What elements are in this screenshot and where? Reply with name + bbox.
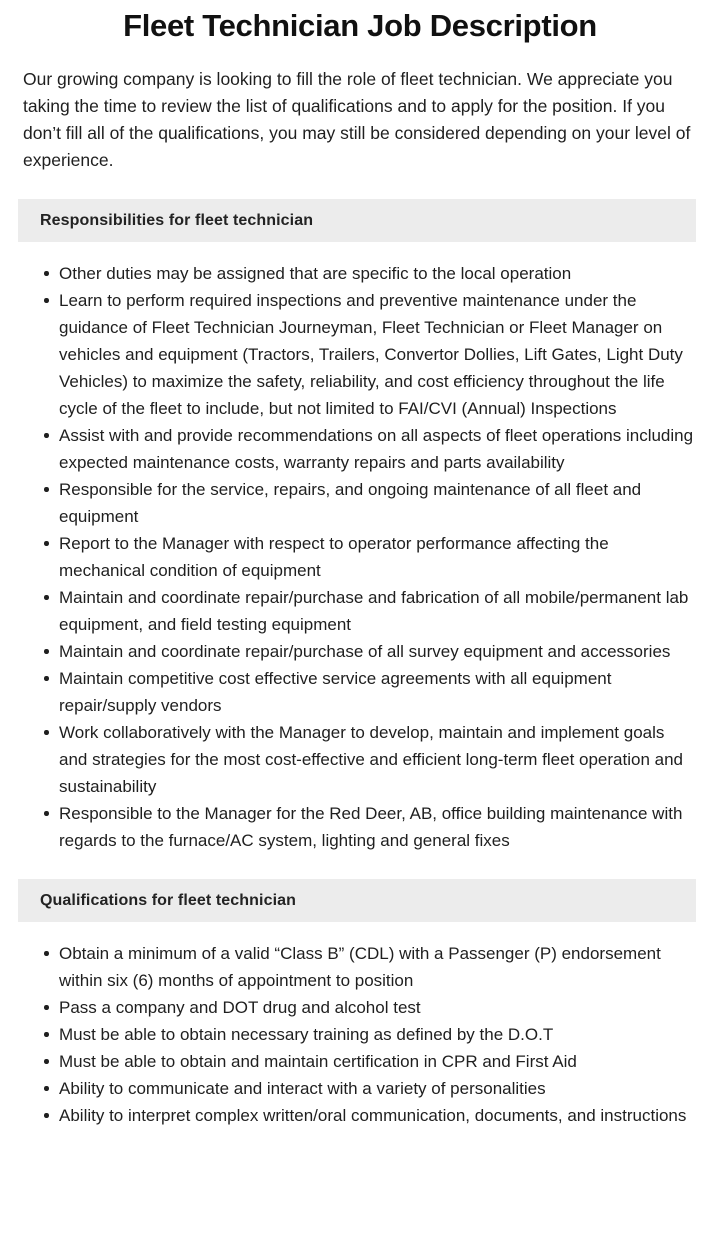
page-title: Fleet Technician Job Description [123,8,597,43]
list-item: Must be able to obtain and maintain certification in CPR and First Aid [44,1048,694,1075]
list-item: Ability to interpret complex written/oral communication, documents, and instructions [44,1102,694,1129]
list-item: Other duties may be assigned that are specific to the local operation [44,260,694,287]
qualifications-list [0,922,720,1129]
list-item: Learn to perform required inspections and preventive maintenance under the guidance of Fleet Technician Journeyman, Fleet Technician or Fleet Manager on vehicles and equipment (Tractors, Trailers, Convertor Dollies, Lift Gates, Light Duty Vehicles) to maximize the safety, reliability, and cost efficiency throughout the life cycle of the fleet to include, but not limited to FAI/CVI (Annual) Inspections [44,287,694,422]
section-responsibilities [0,199,720,854]
list-item: Maintain and coordinate repair/purchase and fabrication of all mobile/permanent lab equipment, and field testing equipment [44,584,694,638]
list-item: Maintain and coordinate repair/purchase of all survey equipment and accessories [44,638,694,665]
intro-paragraph: Our growing company is looking to fill the role of fleet technician. We appreciate you taking the time to review the list of qualifications and to apply for the position. If you don’t fill all of the qualifications, you may still be considered depending on your level of experience. [23,69,691,170]
section-header-label: Responsibilities for fleet technician [40,211,314,229]
list-item: Must be able to obtain necessary training as defined by the D.O.T [44,1021,694,1048]
section-header-label: Qualifications for fleet technician [40,891,296,909]
section-header-qualifications [18,879,696,922]
list-item: Report to the Manager with respect to operator performance affecting the mechanical condition of equipment [44,530,694,584]
section-qualifications [0,879,720,1129]
list-item: Responsible for the service, repairs, and ongoing maintenance of all fleet and equipment [44,476,694,530]
list-item: Responsible to the Manager for the Red Deer, AB, office building maintenance with regards to the furnace/AC system, lighting and general fixes [44,800,694,854]
list-item: Assist with and provide recommendations on all aspects of fleet operations including expected maintenance costs, warranty repairs and parts availability [44,422,694,476]
list-item: Ability to communicate and interact with a variety of personalities [44,1075,694,1102]
list-item: Obtain a minimum of a valid “Class B” (CDL) with a Passenger (P) endorsement within six (6) months of appointment to position [44,940,694,994]
list-item: Pass a company and DOT drug and alcohol test [44,994,694,1021]
responsibilities-list [0,242,720,854]
list-item: Maintain competitive cost effective service agreements with all equipment repair/supply vendors [44,665,694,719]
list-item: Work collaboratively with the Manager to develop, maintain and implement goals and strategies for the most cost-effective and efficient long-term fleet operation and sustainability [44,719,694,800]
section-header-responsibilities [18,199,696,242]
